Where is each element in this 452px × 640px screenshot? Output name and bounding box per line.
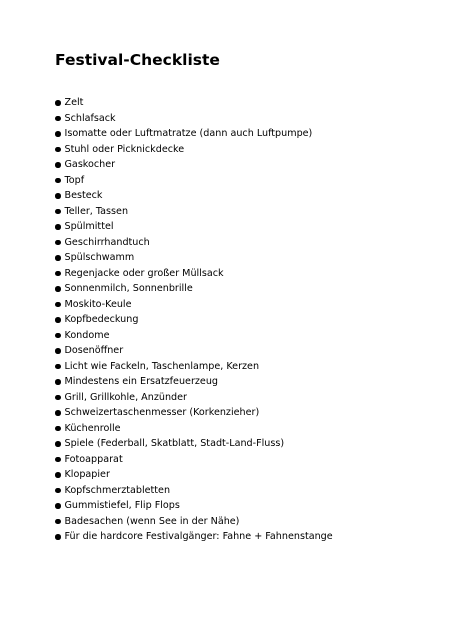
checklist-item-label: Mindestens ein Ersatzfeuerzeug bbox=[64, 376, 218, 387]
document-title: Festival-Checkliste bbox=[55, 51, 220, 69]
checklist-item-label: Teller, Tassen bbox=[64, 205, 129, 217]
checklist-item bbox=[55, 126, 333, 142]
bullet-icon bbox=[55, 379, 61, 385]
bullet-icon bbox=[55, 348, 61, 354]
checklist-item bbox=[55, 405, 333, 421]
bullet-icon bbox=[55, 488, 61, 494]
bullet-icon bbox=[55, 286, 61, 292]
bullet-icon bbox=[55, 457, 61, 463]
bullet-icon bbox=[55, 441, 61, 447]
checklist-item-label: Topf bbox=[64, 174, 85, 186]
checklist-item bbox=[55, 173, 333, 189]
checklist-item bbox=[55, 219, 333, 235]
checklist-item-label: Für die hardcore Festivalgänger: Fahne + Fahnenstange bbox=[64, 531, 333, 542]
bullet-icon bbox=[55, 472, 61, 478]
bullet-icon bbox=[55, 100, 61, 106]
checklist-item bbox=[55, 111, 333, 127]
checklist-item-label: Gummistiefel, Flip Flops bbox=[64, 500, 180, 511]
bullet-icon bbox=[55, 503, 61, 509]
checklist-item bbox=[55, 483, 333, 499]
checklist-item-label: Regenjacke oder großer Müllsack bbox=[64, 267, 224, 279]
checklist-item bbox=[55, 498, 333, 514]
bullet-icon bbox=[55, 255, 61, 261]
checklist-item-label: Sonnenmilch, Sonnenbrille bbox=[64, 283, 193, 294]
checklist-item bbox=[55, 452, 333, 468]
bullet-icon bbox=[55, 317, 61, 323]
checklist-item-label: Klopapier bbox=[64, 469, 110, 480]
checklist-item bbox=[55, 514, 333, 530]
bullet-icon bbox=[55, 333, 61, 339]
checklist-item-label: Besteck bbox=[64, 190, 103, 201]
checklist-item-label: Spülmittel bbox=[64, 221, 114, 232]
checklist-item bbox=[55, 421, 333, 437]
checklist-item bbox=[55, 142, 333, 158]
bullet-icon bbox=[55, 534, 61, 540]
checklist-item-label: Spülschwamm bbox=[64, 252, 135, 263]
checklist-item bbox=[55, 157, 333, 173]
checklist-item-label: Stuhl oder Picknickdecke bbox=[64, 143, 185, 155]
checklist-item-label: Fotoapparat bbox=[64, 453, 123, 465]
checklist-item-label: Küchenrolle bbox=[64, 422, 121, 434]
checklist-item bbox=[55, 529, 333, 545]
bullet-icon bbox=[55, 302, 61, 308]
bullet-icon bbox=[55, 271, 61, 277]
checklist-item-label: Moskito-Keule bbox=[64, 298, 132, 310]
checklist-item bbox=[55, 188, 333, 204]
checklist-item bbox=[55, 436, 333, 452]
bullet-icon bbox=[55, 395, 61, 401]
checklist-item bbox=[55, 250, 333, 266]
checklist-item bbox=[55, 266, 333, 282]
checklist-item bbox=[55, 328, 333, 344]
checklist-item bbox=[55, 95, 333, 111]
checklist-item-label: Zelt bbox=[64, 97, 84, 108]
bullet-icon bbox=[55, 162, 61, 168]
bullet-icon bbox=[55, 364, 61, 370]
bullet-icon bbox=[55, 240, 61, 246]
checklist-item bbox=[55, 467, 333, 483]
checklist-item-label: Isomatte oder Luftmatratze (dann auch Luftpumpe) bbox=[64, 128, 313, 139]
checklist-item-label: Dosenöffner bbox=[64, 345, 124, 356]
bullet-icon bbox=[55, 426, 61, 432]
bullet-icon bbox=[55, 410, 61, 416]
checklist-item-label: Schweizertaschenmesser (Korkenzieher) bbox=[64, 407, 260, 418]
checklist-item bbox=[55, 343, 333, 359]
checklist-item-label: Grill, Grillkohle, Anzünder bbox=[64, 391, 187, 403]
bullet-icon bbox=[55, 178, 61, 184]
bullet-icon bbox=[55, 116, 61, 122]
checklist-item-label: Geschirrhandtuch bbox=[64, 236, 150, 248]
checklist-item bbox=[55, 281, 333, 297]
checklist-item-label: Licht wie Fackeln, Taschenlampe, Kerzen bbox=[64, 360, 260, 372]
checklist-item bbox=[55, 374, 333, 390]
checklist bbox=[55, 95, 333, 545]
bullet-icon bbox=[55, 147, 61, 153]
bullet-icon bbox=[55, 193, 61, 199]
checklist-item-label: Gaskocher bbox=[64, 159, 116, 170]
checklist-item-label: Schlafsack bbox=[64, 112, 116, 124]
checklist-item bbox=[55, 312, 333, 328]
checklist-item bbox=[55, 390, 333, 406]
bullet-icon bbox=[55, 209, 61, 215]
checklist-item-label: Kopfschmerztabletten bbox=[64, 484, 171, 496]
checklist-item bbox=[55, 204, 333, 220]
checklist-item-label: Badesachen (wenn See in der Nähe) bbox=[64, 515, 240, 527]
checklist-item-label: Kopfbedeckung bbox=[64, 314, 139, 325]
checklist-item-label: Kondome bbox=[64, 329, 110, 341]
checklist-item bbox=[55, 235, 333, 251]
bullet-icon bbox=[55, 131, 61, 137]
bullet-icon bbox=[55, 519, 61, 525]
bullet-icon bbox=[55, 224, 61, 230]
checklist-item-label: Spiele (Federball, Skatblatt, Stadt-Land-Fluss) bbox=[64, 438, 285, 449]
checklist-item bbox=[55, 359, 333, 375]
checklist-item bbox=[55, 297, 333, 313]
